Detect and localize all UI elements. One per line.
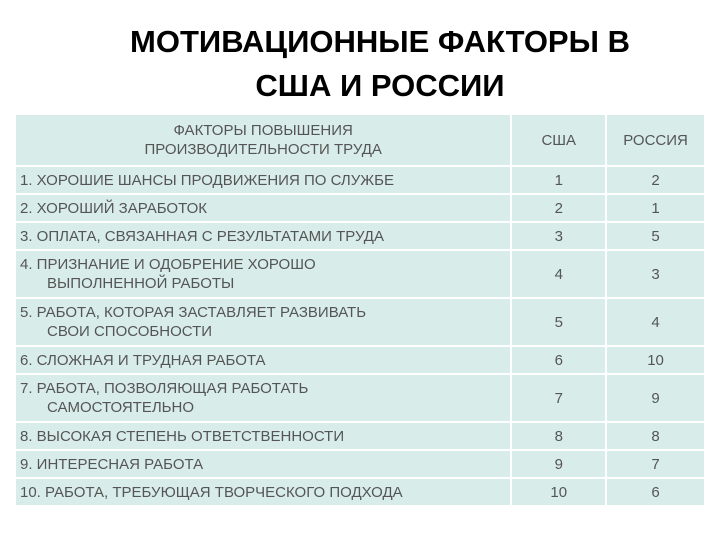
usa-rank-cell: 2 xyxy=(512,195,605,221)
factor-text-line: 1. ХОРОШИЕ ШАНСЫ ПРОДВИЖЕНИЯ ПО СЛУЖБЕ xyxy=(20,171,394,189)
table-row xyxy=(16,167,704,193)
table-row xyxy=(16,347,704,373)
russia-rank-cell: 6 xyxy=(607,479,704,505)
column-header-factors xyxy=(16,115,510,165)
usa-rank-cell: 10 xyxy=(512,479,605,505)
column-header-usa: США xyxy=(512,115,605,165)
russia-rank-cell: 9 xyxy=(607,375,704,421)
table-row xyxy=(16,251,704,297)
usa-rank-cell: 4 xyxy=(512,251,605,297)
russia-rank-cell: 8 xyxy=(607,423,704,449)
factor-text-line: 5. РАБОТА, КОТОРАЯ ЗАСТАВЛЯЕТ РАЗВИВАТЬ xyxy=(20,304,367,321)
usa-rank-cell: 7 xyxy=(512,375,605,421)
factor-cell xyxy=(16,479,510,505)
factor-cell xyxy=(16,251,510,297)
usa-rank-cell: 5 xyxy=(512,299,605,345)
page-title xyxy=(60,20,700,108)
factor-text-line: СВОИ СПОСОБНОСТИ xyxy=(47,323,213,340)
column-header-russia: РОССИЯ xyxy=(607,115,704,165)
factor-text-line: 9. ИНТЕРЕСНАЯ РАБОТА xyxy=(20,455,204,473)
factor-cell xyxy=(16,423,510,449)
factor-text-line: 8. ВЫСОКАЯ СТЕПЕНЬ ОТВЕТСТВЕННОСТИ xyxy=(20,427,345,445)
table-row xyxy=(16,223,704,249)
factor-text-line: 10. РАБОТА, ТРЕБУЮЩАЯ ТВОРЧЕСКОГО ПОДХОДА xyxy=(20,483,403,501)
factor-cell xyxy=(16,195,510,221)
factor-text-line: 6. СЛОЖНАЯ И ТРУДНАЯ РАБОТА xyxy=(20,351,266,369)
usa-rank-cell: 1 xyxy=(512,167,605,193)
factor-text-line: 4. ПРИЗНАНИЕ И ОДОБРЕНИЕ ХОРОШО xyxy=(20,256,316,273)
usa-rank-cell: 9 xyxy=(512,451,605,477)
factor-text-line: 2. ХОРОШИЙ ЗАРАБОТОК xyxy=(20,199,207,217)
russia-rank-cell: 4 xyxy=(607,299,704,345)
table-row xyxy=(16,195,704,221)
russia-rank-cell: 1 xyxy=(607,195,704,221)
table-row xyxy=(16,479,704,505)
usa-rank-cell: 8 xyxy=(512,423,605,449)
russia-rank-cell: 5 xyxy=(607,223,704,249)
russia-rank-cell: 7 xyxy=(607,451,704,477)
table-row xyxy=(16,299,704,345)
column-header-factors-line-2: ПРОИЗВОДИТЕЛЬНОСТИ ТРУДА xyxy=(144,141,382,158)
table-header-row xyxy=(16,115,704,165)
table-row xyxy=(16,423,704,449)
russia-rank-cell: 3 xyxy=(607,251,704,297)
table-row xyxy=(16,451,704,477)
table-row xyxy=(16,375,704,421)
title-line-2: США И РОССИИ xyxy=(255,68,505,103)
factor-cell xyxy=(16,451,510,477)
factor-text-line: САМОСТОЯТЕЛЬНО xyxy=(47,399,195,416)
russia-rank-cell: 2 xyxy=(607,167,704,193)
factor-cell xyxy=(16,167,510,193)
factor-text-line: 7. РАБОТА, ПОЗВОЛЯЮЩАЯ РАБОТАТЬ xyxy=(20,380,309,397)
usa-rank-cell: 6 xyxy=(512,347,605,373)
factor-cell xyxy=(16,375,510,421)
factor-cell xyxy=(16,347,510,373)
factor-text-line: ВЫПОЛНЕННОЙ РАБОТЫ xyxy=(47,275,235,292)
usa-rank-cell: 3 xyxy=(512,223,605,249)
factors-table xyxy=(14,113,706,507)
column-header-factors-line-1: ФАКТОРЫ ПОВЫШЕНИЯ xyxy=(173,122,353,139)
factor-cell xyxy=(16,223,510,249)
russia-rank-cell: 10 xyxy=(607,347,704,373)
title-line-1: МОТИВАЦИОННЫЕ ФАКТОРЫ В xyxy=(130,24,630,59)
factor-text-line: 3. ОПЛАТА, СВЯЗАННАЯ С РЕЗУЛЬТАТАМИ ТРУДА xyxy=(20,227,384,245)
factor-cell xyxy=(16,299,510,345)
